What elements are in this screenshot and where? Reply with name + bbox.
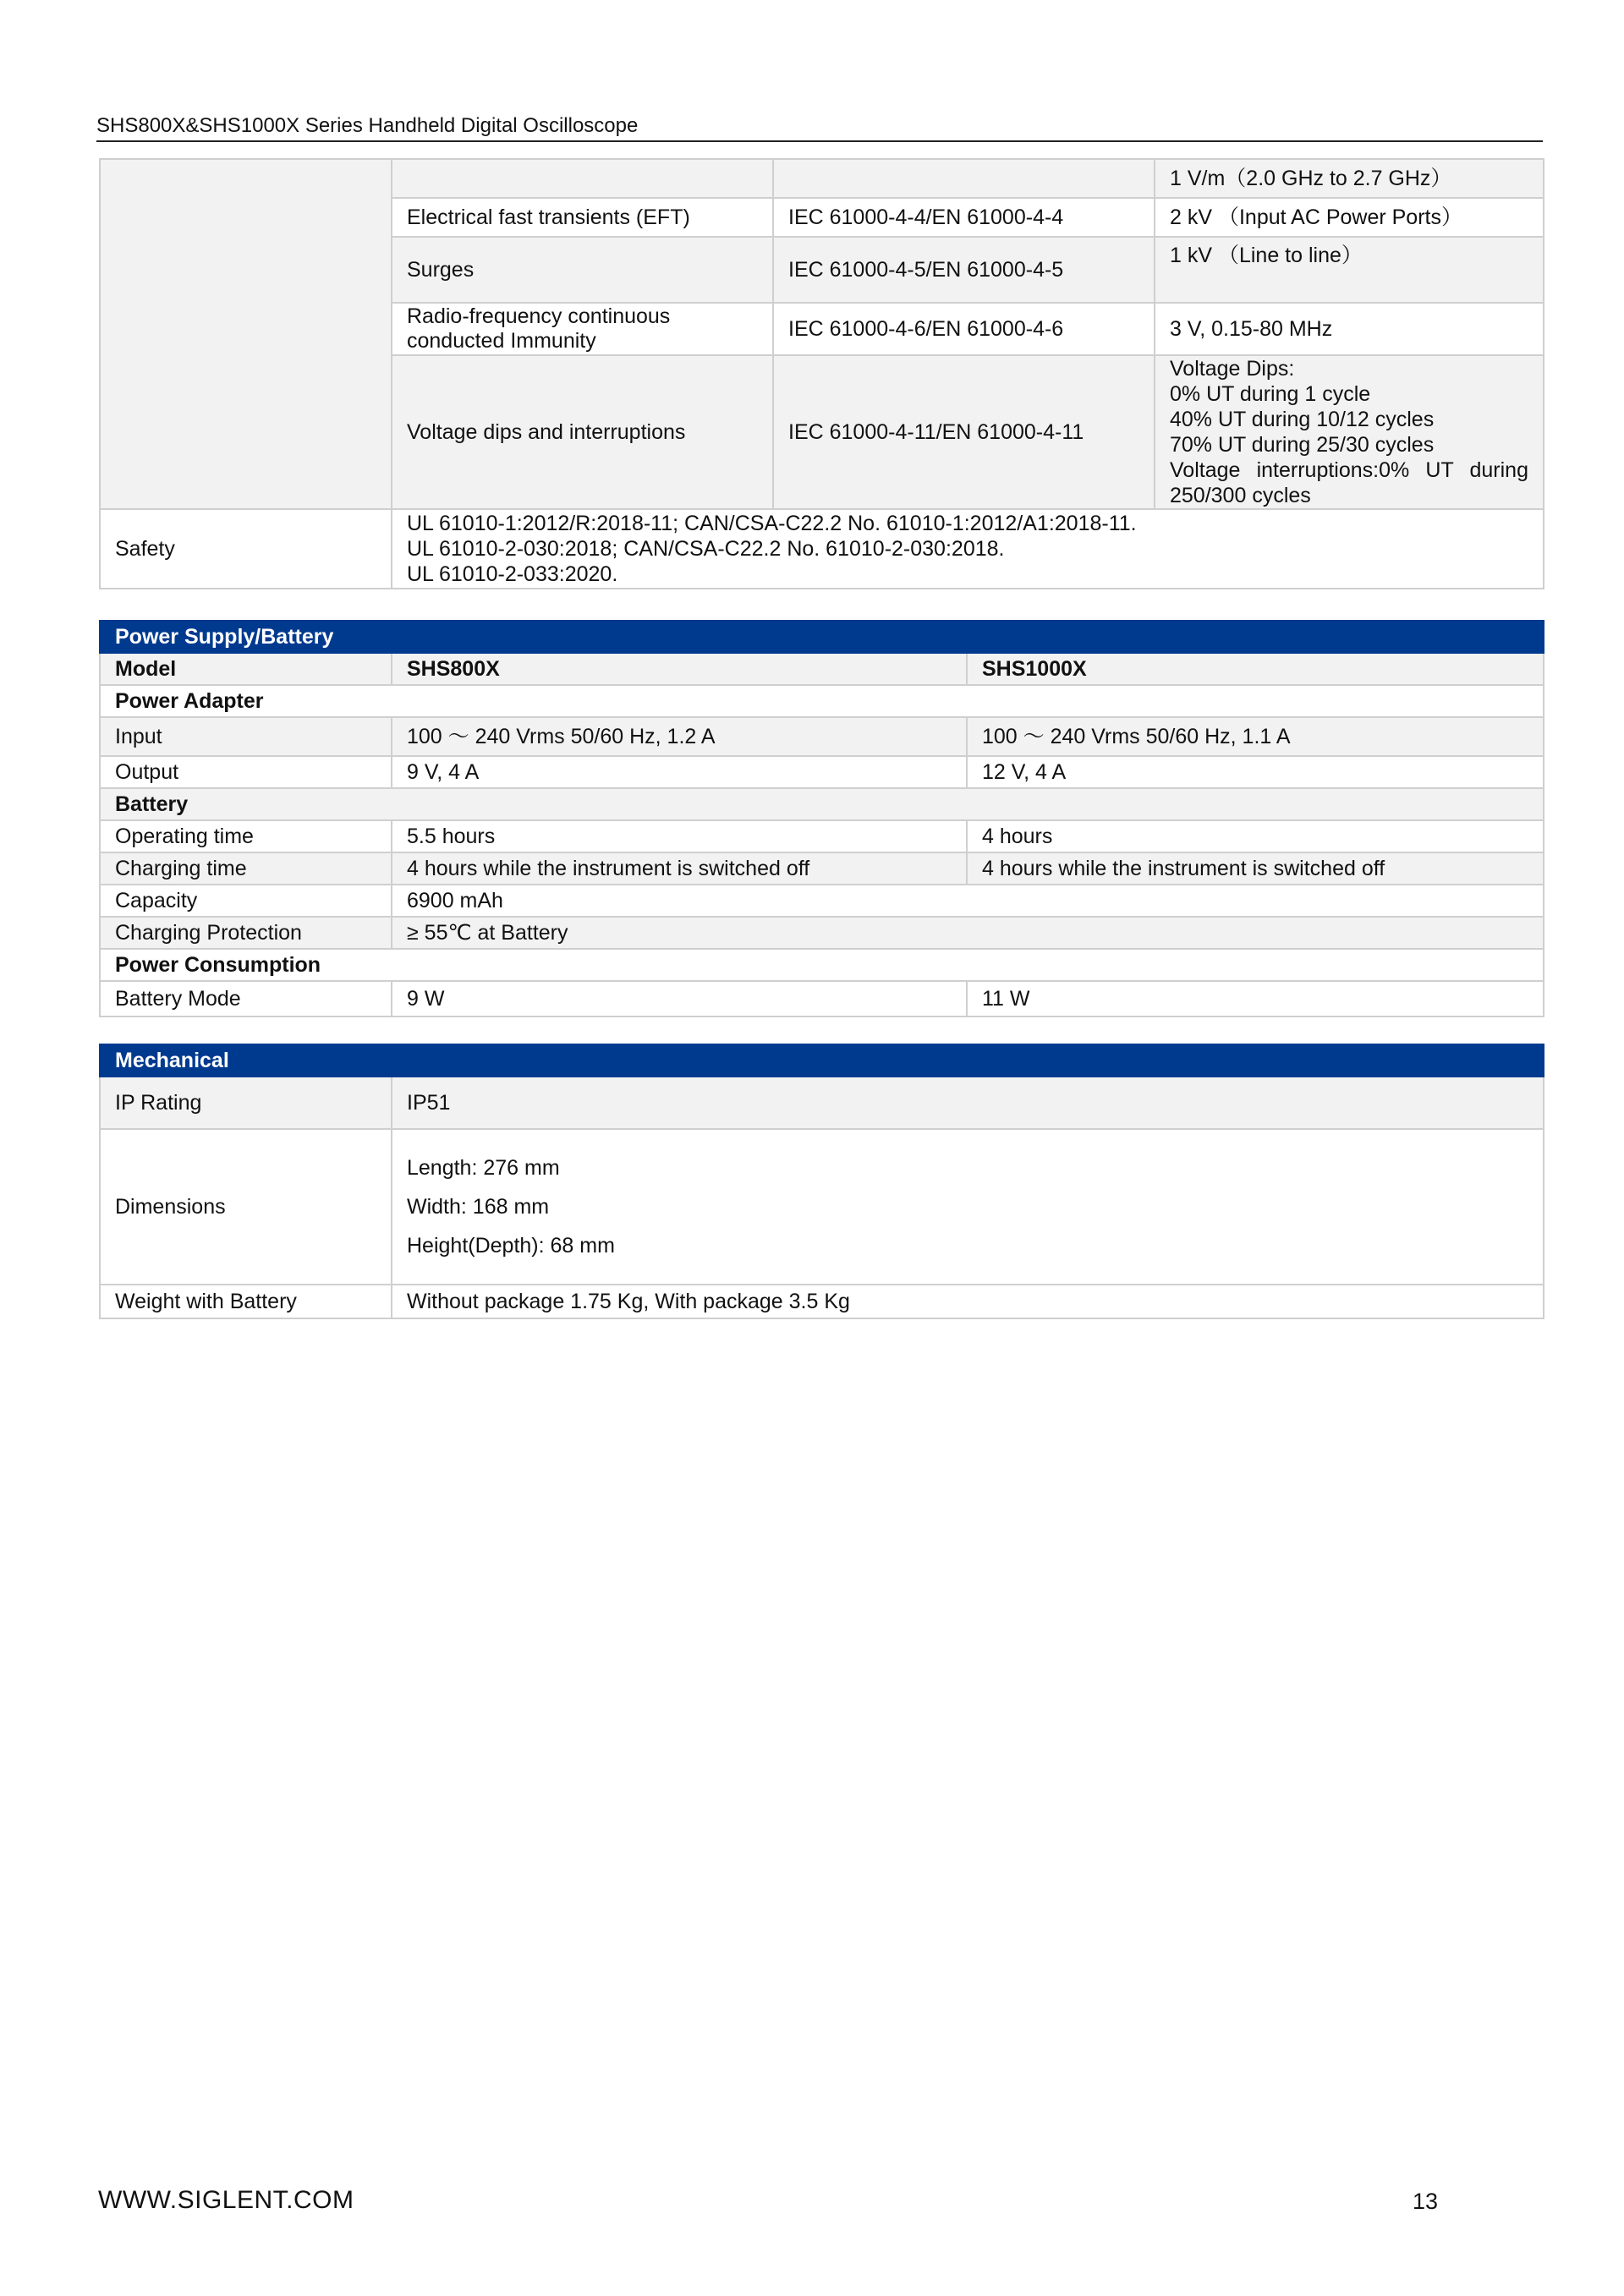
table-row (100, 885, 1544, 917)
table-row (100, 788, 1544, 820)
group-label: Battery (100, 788, 1544, 820)
dip-line: Voltage Dips: (1170, 357, 1295, 381)
dimension-width: Width: 168 mm (407, 1195, 550, 1219)
emc-standard: IEC 61000-4-4/EN 61000-4-4 (773, 198, 1155, 237)
emc-dips-value (1155, 355, 1544, 509)
dip-line: 40% UT during 10/12 cycles (1170, 408, 1435, 431)
table-row (100, 949, 1544, 981)
dip-line: Voltage interruptions:0% UT during 250/300 cycles (1170, 458, 1528, 507)
value-b: 11 W (967, 981, 1544, 1016)
row-label: Battery Mode (100, 981, 392, 1016)
section-header (100, 1044, 1544, 1077)
mechanical-table (99, 1044, 1544, 1319)
row-label: Model (100, 653, 392, 685)
emc-standard: IEC 61000-4-11/EN 61000-4-11 (773, 355, 1155, 509)
safety-standards (392, 509, 1544, 589)
emc-value: 2 kV （Input AC Power Ports） (1155, 198, 1544, 237)
value-b: 12 V, 4 A (967, 756, 1544, 788)
value-a: 5.5 hours (392, 820, 967, 852)
dip-line: 70% UT during 25/30 cycles (1170, 433, 1435, 457)
dimension-height: Height(Depth): 68 mm (407, 1234, 615, 1258)
value-shared: IP51 (392, 1077, 1544, 1129)
dimension-length: Length: 276 mm (407, 1156, 560, 1180)
value-a: 100 ～ 240 Vrms 50/60 Hz, 1.2 A (392, 717, 967, 756)
safety-label: Safety (100, 509, 392, 589)
row-label: IP Rating (100, 1077, 392, 1129)
emc-value: 3 V, 0.15-80 MHz (1155, 303, 1544, 355)
footer-website: WWW.SIGLENT.COM (98, 2186, 354, 2214)
value-shared: Without package 1.75 Kg, With package 3.5 Kg (392, 1285, 1544, 1318)
row-label: Charging time (100, 852, 392, 885)
row-label: Operating time (100, 820, 392, 852)
emc-test-name: Electrical fast transients (EFT) (392, 198, 773, 237)
section-title: Mechanical (100, 1044, 1544, 1077)
emc-value: 1 kV （Line to line） (1155, 237, 1544, 303)
section-title: Power Supply/Battery (100, 621, 1544, 653)
value-a: 9 V, 4 A (392, 756, 967, 788)
emc-standard: IEC 61000-4-5/EN 61000-4-5 (773, 237, 1155, 303)
table-row (100, 1077, 1544, 1129)
table-row (100, 756, 1544, 788)
value-b: 100 ～ 240 Vrms 50/60 Hz, 1.1 A (967, 717, 1544, 756)
dimensions-value (392, 1129, 1544, 1285)
page-number: 13 (1413, 2189, 1439, 2214)
table-row (100, 1285, 1544, 1318)
emc-test-name: Radio-frequency continuous conducted Immunity (392, 303, 773, 355)
value-a: 4 hours while the instrument is switched off (392, 852, 967, 885)
value-shared: 6900 mAh (392, 885, 1544, 917)
model-b: SHS1000X (967, 653, 1544, 685)
emc-value: 1 V/m（2.0 GHz to 2.7 GHz） (1155, 159, 1544, 198)
value-b: 4 hours while the instrument is switched off (967, 852, 1544, 885)
row-label: Output (100, 756, 392, 788)
group-label: Power Consumption (100, 949, 1544, 981)
model-a: SHS800X (392, 653, 967, 685)
table-row (100, 653, 1544, 685)
table-row (100, 509, 1544, 589)
section-header (100, 621, 1544, 653)
table-row (100, 685, 1544, 717)
emc-category-cell (100, 159, 392, 509)
emc-test-name: Surges (392, 237, 773, 303)
table-row (100, 852, 1544, 885)
row-label: Input (100, 717, 392, 756)
emc-standard: IEC 61000-4-6/EN 61000-4-6 (773, 303, 1155, 355)
emc-table (99, 158, 1544, 589)
safety-line: UL 61010-1:2012/R:2018-11; CAN/CSA-C22.2 No. 61010-1:2012/A1:2018-11. (407, 512, 1137, 535)
power-table (99, 620, 1544, 1017)
row-label: Weight with Battery (100, 1285, 392, 1318)
emc-test-name (392, 159, 773, 198)
emc-standard (773, 159, 1155, 198)
table-row (100, 820, 1544, 852)
value-shared: ≥ 55℃ at Battery (392, 917, 1544, 949)
table-row (100, 159, 1544, 198)
value-b: 4 hours (967, 820, 1544, 852)
row-label: Charging Protection (100, 917, 392, 949)
row-label: Capacity (100, 885, 392, 917)
table-row (100, 1129, 1544, 1285)
dip-line: 0% UT during 1 cycle (1170, 382, 1371, 406)
page-header: SHS800X&SHS1000X Series Handheld Digital Oscilloscope (96, 113, 1543, 142)
emc-test-name: Voltage dips and interruptions (392, 355, 773, 509)
value-a: 9 W (392, 981, 967, 1016)
row-label: Dimensions (100, 1129, 392, 1285)
safety-line: UL 61010-2-030:2018; CAN/CSA-C22.2 No. 61010-2-030:2018. (407, 537, 1005, 561)
table-row (100, 981, 1544, 1016)
safety-line: UL 61010-2-033:2020. (407, 562, 618, 586)
table-row (100, 917, 1544, 949)
table-row (100, 717, 1544, 756)
group-label: Power Adapter (100, 685, 1544, 717)
